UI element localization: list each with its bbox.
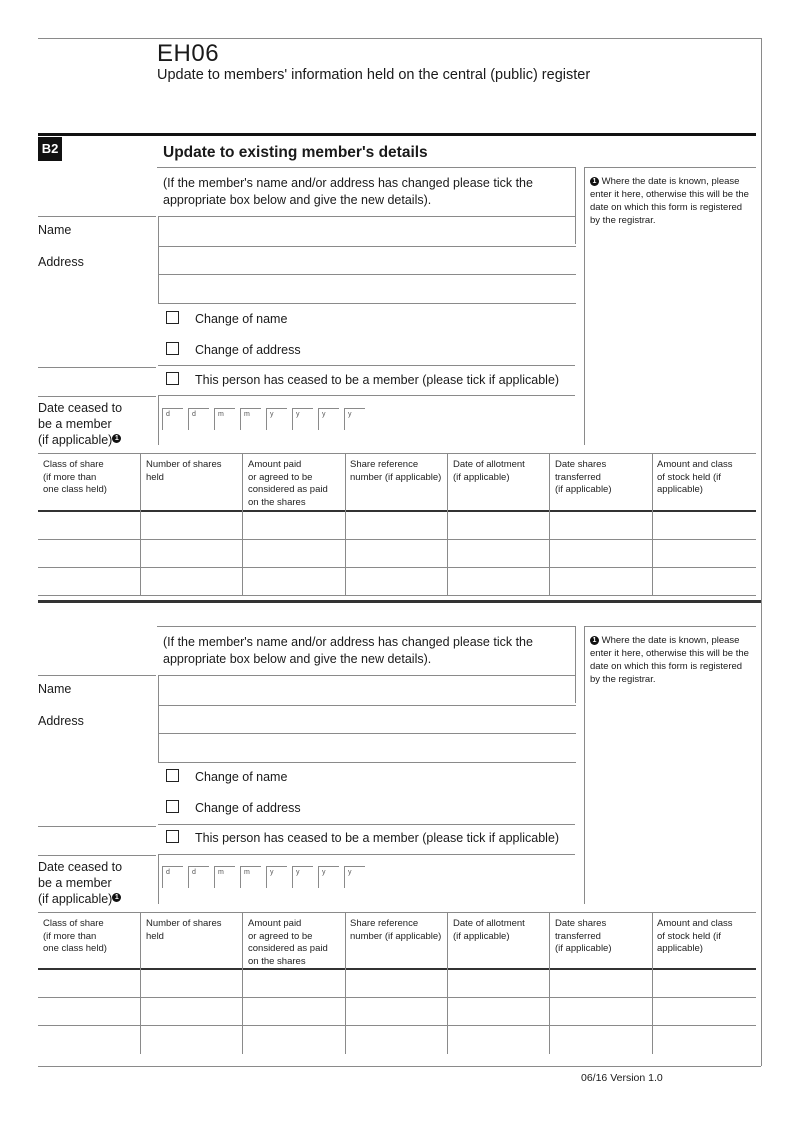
date-ceased-label-line-2: be a member (38, 876, 112, 890)
table-row[interactable] (38, 568, 756, 595)
date-row-rule-left (38, 855, 156, 856)
date-cell-month-2[interactable]: m (240, 866, 261, 888)
date-ceased-label-line-1: Date ceased to (38, 860, 123, 874)
instruction-text: (If the member's name and/or address has changed please tick the appropriate box below and give the new details). (163, 635, 533, 666)
form-title: Update to members' information held on the central (public) register (157, 67, 591, 83)
name-label: Name (38, 223, 72, 237)
bottom-border (38, 1066, 761, 1067)
ceased-row-rule (158, 365, 575, 366)
col-header-number-of-shares: Number of shares held (146, 459, 222, 483)
table-row[interactable] (38, 540, 756, 567)
table-row[interactable] (38, 512, 756, 539)
date-cell-day-1[interactable]: d (162, 866, 183, 888)
ceased-row-rule-left (38, 367, 156, 368)
date-cell-year-1[interactable]: y (266, 408, 287, 430)
section-badge: B2 (38, 137, 62, 161)
address-field-line-2[interactable] (158, 734, 576, 763)
side-note-text: Where the date is known, please enter it here, otherwise this will be the date on which this form is registered by the registrar. (590, 635, 749, 685)
date-ceased-label (38, 859, 122, 907)
ceased-row-rule-left (38, 826, 156, 827)
col-header-amount-paid: Amount paid or agreed to be considered as paid on the shares (248, 918, 328, 967)
col-header-class-of-share: Class of share (if more than one class held) (43, 459, 107, 495)
date-cell-month-2[interactable]: m (240, 408, 261, 430)
date-row-left-rule (158, 395, 159, 445)
date-cell-day-2[interactable]: d (188, 866, 209, 888)
date-cell-year-4[interactable]: y (344, 866, 365, 888)
date-cell-month-1[interactable]: m (214, 866, 235, 888)
date-row-rule (158, 395, 575, 396)
instruction-top-rule (157, 626, 575, 627)
address-label: Address (38, 255, 84, 269)
ceased-row-rule (158, 824, 575, 825)
form-code: EH06 (157, 40, 220, 67)
note-marker-icon: 1 (112, 893, 121, 902)
address-field-line-1[interactable] (158, 246, 576, 275)
instruction-text: (If the member's name and/or address has changed please tick the appropriate box below and give the new details). (163, 176, 533, 207)
col-header-date-of-allotment: Date of allotment (if applicable) (453, 459, 525, 483)
date-ceased-label (38, 400, 122, 448)
table-bottom-rule (38, 595, 756, 596)
change-address-label: Change of address (195, 801, 301, 815)
ceased-member-checkbox[interactable] (166, 830, 179, 843)
change-address-label: Change of address (195, 343, 301, 357)
date-ceased-label-line-3: (if applicable) 1 (38, 891, 122, 907)
table-top-rule (38, 912, 756, 913)
address-label: Address (38, 714, 84, 728)
change-address-checkbox[interactable] (166, 342, 179, 355)
note-marker-icon: 1 (590, 636, 599, 645)
side-note (590, 634, 750, 686)
version-label: 06/16 Version 1.0 (581, 1072, 663, 1084)
date-cell-year-4[interactable]: y (344, 408, 365, 430)
change-name-checkbox[interactable] (166, 311, 179, 324)
name-label-rule (38, 216, 156, 217)
date-cell-year-2[interactable]: y (292, 408, 313, 430)
note-marker-icon: 1 (112, 434, 121, 443)
section-rule (38, 133, 756, 136)
name-label-rule (38, 675, 156, 676)
side-note-left-rule (584, 167, 585, 445)
side-note-text: Where the date is known, please enter it here, otherwise this will be the date on which this form is registered by the registrar. (590, 176, 749, 226)
address-field-line-1[interactable] (158, 705, 576, 734)
col-header-date-transferred: Date shares transferred (if applicable) (555, 459, 612, 495)
name-field[interactable] (158, 675, 576, 706)
date-row-left-rule (158, 854, 159, 904)
ceased-member-checkbox[interactable] (166, 372, 179, 385)
date-ceased-label-line-3: (if applicable) 1 (38, 432, 122, 448)
col-header-number-of-shares: Number of shares held (146, 918, 222, 942)
ceased-member-label: This person has ceased to be a member (please tick if applicable) (195, 831, 560, 845)
date-cell-month-1[interactable]: m (214, 408, 235, 430)
date-cell-day-1[interactable]: d (162, 408, 183, 430)
table-top-rule (38, 453, 756, 454)
col-header-share-reference: Share reference number (if applicable) (350, 459, 442, 483)
block-separator (38, 600, 761, 603)
address-field-line-2[interactable] (158, 275, 576, 304)
note-marker-icon: 1 (590, 177, 599, 186)
side-note-top-rule (584, 626, 756, 627)
side-note (590, 175, 750, 227)
date-cell-year-3[interactable]: y (318, 408, 339, 430)
ceased-member-label: This person has ceased to be a member (please tick if applicable) (195, 373, 560, 387)
table-row[interactable] (38, 1026, 756, 1053)
date-cell-year-3[interactable]: y (318, 866, 339, 888)
date-cell-day-2[interactable]: d (188, 408, 209, 430)
side-note-top-rule (584, 167, 756, 168)
col-header-date-transferred: Date shares transferred (if applicable) (555, 918, 612, 954)
change-address-checkbox[interactable] (166, 800, 179, 813)
date-ceased-label-line-2: be a member (38, 417, 112, 431)
col-header-amount-paid: Amount paid or agreed to be considered as paid on the shares (248, 459, 328, 508)
date-cell-year-1[interactable]: y (266, 866, 287, 888)
change-name-checkbox[interactable] (166, 769, 179, 782)
col-header-date-of-allotment: Date of allotment (if applicable) (453, 918, 525, 942)
col-header-amount-and-class: Amount and class of stock held (if applicable) (657, 918, 733, 954)
col-header-class-of-share: Class of share (if more than one class held) (43, 918, 107, 954)
date-cell-year-2[interactable]: y (292, 866, 313, 888)
date-row-rule-left (38, 396, 156, 397)
table-row[interactable] (38, 998, 756, 1025)
side-note-left-rule (584, 626, 585, 904)
col-header-share-reference: Share reference number (if applicable) (350, 918, 442, 942)
date-row-rule (158, 854, 575, 855)
change-name-label: Change of name (195, 770, 288, 784)
table-row[interactable] (38, 970, 756, 997)
right-border (761, 38, 762, 1066)
date-ceased-label-line-1: Date ceased to (38, 401, 123, 415)
top-border (38, 38, 761, 39)
name-label: Name (38, 682, 72, 696)
name-field[interactable] (158, 216, 576, 247)
instruction-top-rule (157, 167, 575, 168)
change-name-label: Change of name (195, 312, 288, 326)
col-header-amount-and-class: Amount and class of stock held (if applicable) (657, 459, 733, 495)
section-title: Update to existing member's details (163, 144, 428, 161)
